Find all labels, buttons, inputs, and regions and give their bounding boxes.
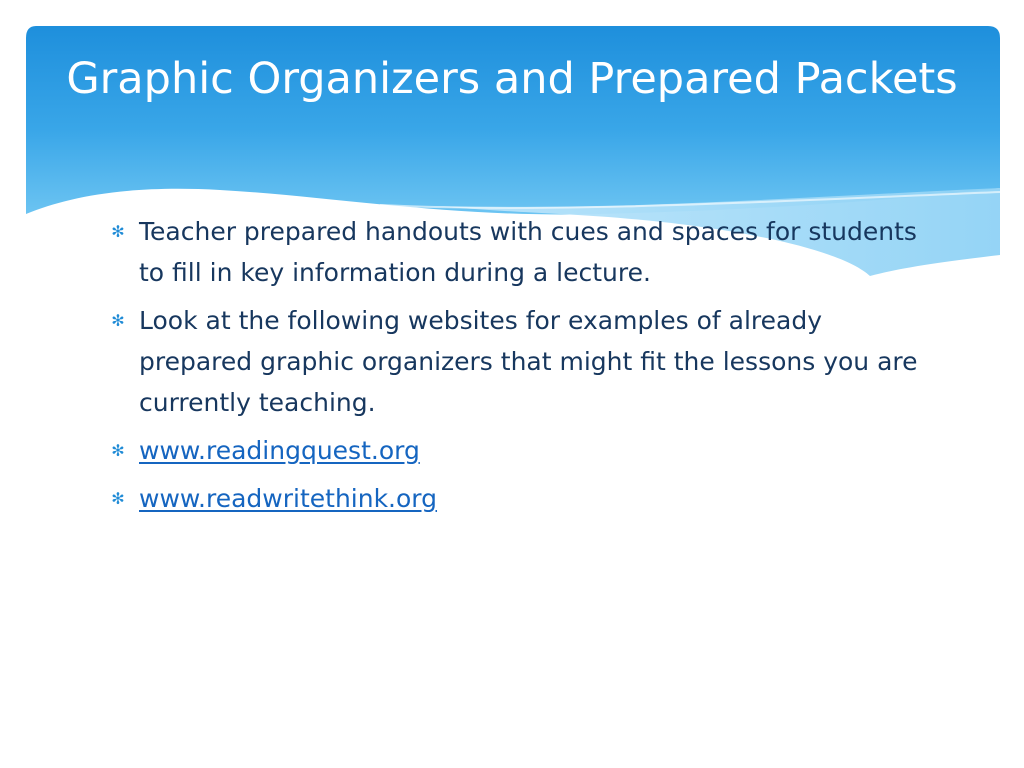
bullet-list	[108, 211, 928, 526]
bullet-text: Teacher prepared handouts with cues and spaces for students to fill in key information during a lecture.	[139, 217, 917, 287]
readwritethink-link[interactable]: www.readwritethink.org	[139, 484, 438, 513]
bullet-item	[108, 430, 928, 471]
asterisk-bullet-icon: ✻	[111, 222, 125, 241]
readingquest-link[interactable]: www.readingquest.org	[139, 436, 420, 465]
slide-title: Graphic Organizers and Prepared Packets	[66, 54, 958, 104]
bullet-item	[108, 300, 928, 423]
asterisk-bullet-icon: ✻	[111, 441, 125, 460]
asterisk-bullet-icon: ✻	[111, 489, 125, 508]
bullet-item	[108, 478, 928, 519]
asterisk-bullet-icon: ✻	[111, 311, 125, 330]
bullet-text: Look at the following websites for examples of already prepared graphic organizers that might fit the lessons you are currently teaching.	[139, 306, 918, 417]
bullet-item	[108, 211, 928, 293]
